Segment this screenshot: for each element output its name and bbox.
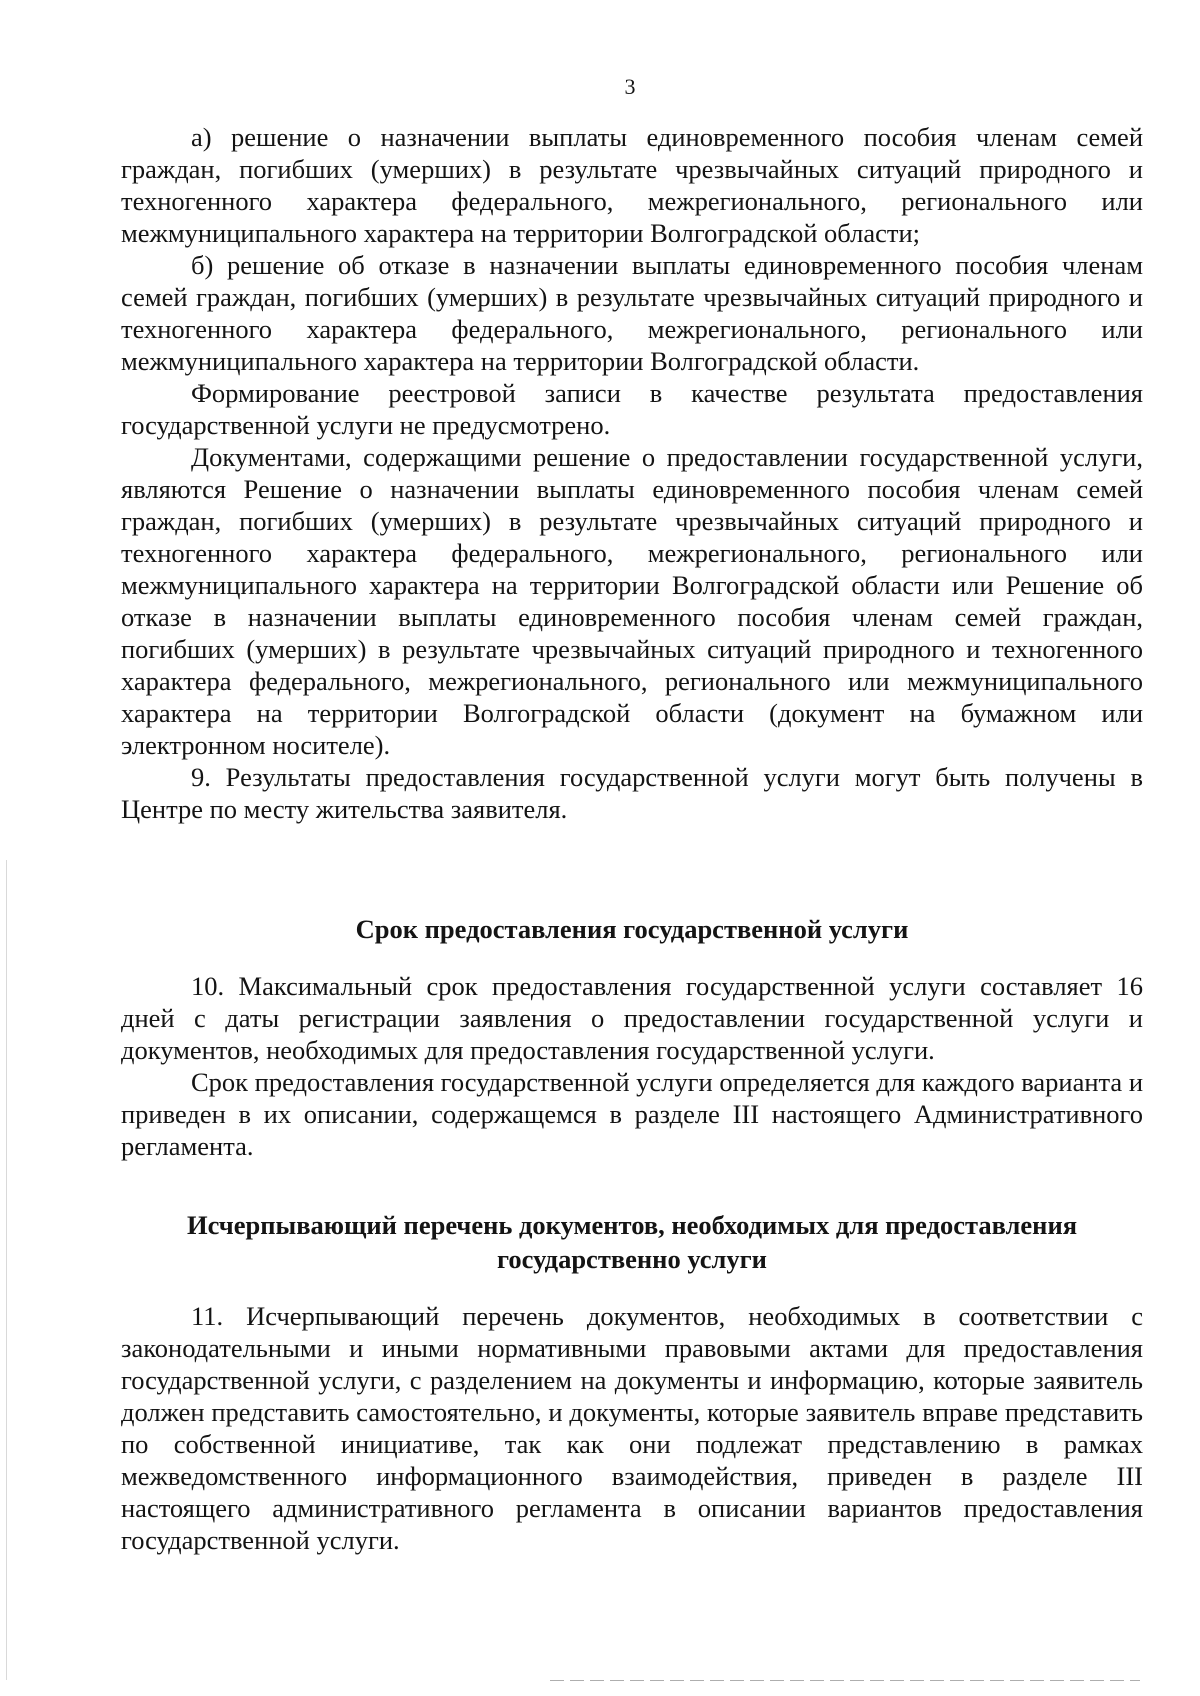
paragraph-decision-grant: а) решение о назначении выплаты единовременного пособия членам семей граждан, погибших (умерших) в результате чрезвычайных ситуаций природного и техногенного характера федерального, межрегионального, регионального или межмуниципального характера на территории Волгоградской области;	[121, 122, 1143, 248]
section-heading-documents-line-2: государственно услуги	[497, 1244, 767, 1274]
results-section	[121, 121, 1143, 825]
section-heading-documents-line-1: Исчерпывающий перечень документов, необходимых для предоставления	[186, 1210, 1078, 1240]
paragraph-registry-record: Формирование реестровой записи в качестве результата предоставления государственной услуги не предусмотрено.	[121, 378, 1143, 440]
paragraph-decision-refusal: б) решение об отказе в назначении выплаты единовременного пособия членам семей граждан, погибших (умерших) в результате чрезвычайных ситуаций природного и техногенного характера федерального, межрегионального, регионального или межмуниципального характера на территории Волгоградской области.	[121, 250, 1143, 376]
paragraph-item-9: 9. Результаты предоставления государственной услуги могут быть получены в Центре по месту жительства заявителя.	[121, 762, 1143, 824]
paragraph-decision-documents: Документами, содержащими решение о предоставлении государственной услуги, являются Решение о назначении выплаты единовременного пособия членам семей граждан, погибших (умерших) в результате чрезвычайных ситуаций природного и техногенного характера федерального, межрегионального, регионального или межмуниципального характера на территории Волгоградской области или Решение об отказе в назначении выплаты единовременного пособия членам семей граждан, погибших (умерших) в результате чрезвычайных ситуаций природного и техногенного характера федерального, межрегионального, регионального или межмуниципального характера на территории Волгоградской области (документ на бумажном или электронном носителе).	[121, 442, 1143, 760]
paragraph-item-11: 11. Исчерпывающий перечень документов, необходимых в соответствии с законодательными и иными нормативными правовыми актами для предоставления государственной услуги, с разделением на документы и информацию, которые заявитель должен представить самостоятельно, и документы, которые заявитель вправе представить по собственной инициативе, так как они подлежат представлению в рамках межведомственного информационного взаимодействия, приведен в разделе III настоящего административного регламента в описании вариантов предоставления государственной услуги.	[121, 1301, 1143, 1555]
section-heading-documents	[121, 1208, 1143, 1276]
documents-section	[121, 1300, 1143, 1556]
section-heading-term: Срок предоставления государственной услуги	[355, 914, 909, 944]
paragraph-item-10: 10. Максимальный срок предоставления государственной услуги составляет 16 дней с даты регистрации заявления о предоставлении государственной услуги и документов, необходимых для предоставления государственной услуги.	[121, 971, 1143, 1065]
term-section	[121, 970, 1143, 1162]
page-number: 3	[624, 74, 636, 99]
scan-edge-line	[6, 860, 7, 1680]
paragraph-term-variants: Срок предоставления государственной услуги определяется для каждого варианта и приведен в их описании, содержащемся в разделе III настоящего Административного регламента.	[121, 1067, 1143, 1161]
scan-bottom-artifact	[550, 1680, 1140, 1681]
